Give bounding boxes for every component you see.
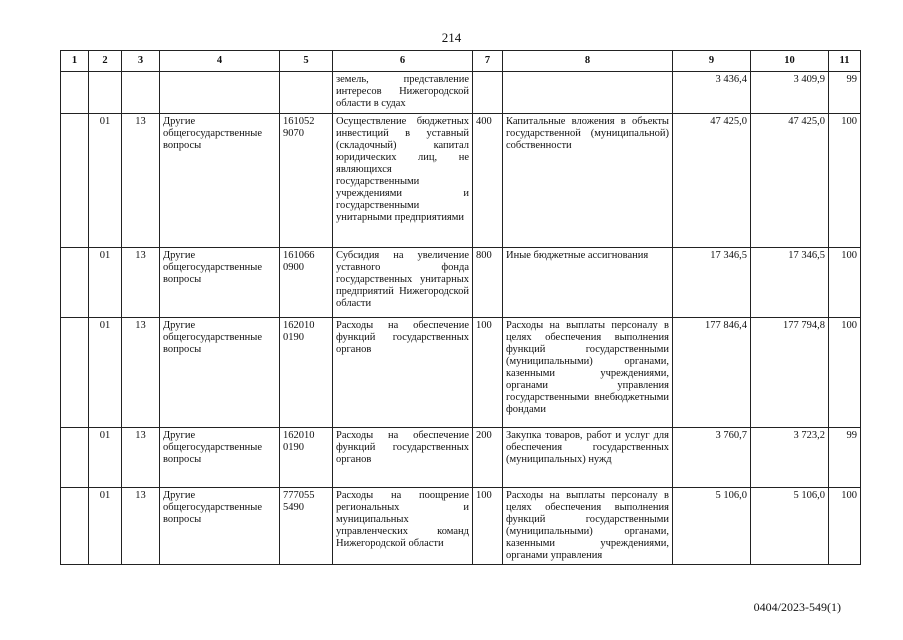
expense-type-code-cell: 400 bbox=[473, 114, 503, 248]
target-article-name-cell: Осуществление бюджетных инвестиций в уставный (складочный) капитал юридических лиц, не являющихся государственными учреждениями и государственными унитарными предприятиями bbox=[333, 114, 473, 248]
expense-type-name-cell: Капитальные вложения в объекты государственной (муниципальной) собственности bbox=[503, 114, 673, 248]
budget-table bbox=[60, 50, 861, 565]
expense-type-name-cell bbox=[503, 72, 673, 114]
planned-amount-cell: 47 425,0 bbox=[673, 114, 751, 248]
table-row bbox=[61, 428, 861, 488]
row-number-cell bbox=[61, 72, 89, 114]
header-cell: 8 bbox=[503, 51, 673, 72]
subsection-code-cell: 13 bbox=[122, 248, 160, 318]
section-code-cell: 01 bbox=[89, 248, 122, 318]
table-row bbox=[61, 488, 861, 565]
document-code: 0404/2023-549(1) bbox=[753, 600, 841, 614]
percent-cell: 99 bbox=[829, 428, 861, 488]
subsection-code-cell: 13 bbox=[122, 114, 160, 248]
section-name-cell: Другие общегосударственные вопросы bbox=[160, 318, 280, 428]
subsection-code-cell: 13 bbox=[122, 428, 160, 488]
expense-type-name-cell: Иные бюджетные ассигнования bbox=[503, 248, 673, 318]
section-code-cell: 01 bbox=[89, 428, 122, 488]
target-article-cell: 161052 9070 bbox=[280, 114, 333, 248]
header-cell: 6 bbox=[333, 51, 473, 72]
actual-amount-cell: 177 794,8 bbox=[751, 318, 829, 428]
target-article-name-cell: Расходы на поощрение региональных и муниципальных управленческих команд Нижегородской области bbox=[333, 488, 473, 565]
planned-amount-cell: 177 846,4 bbox=[673, 318, 751, 428]
header-cell: 11 bbox=[829, 51, 861, 72]
row-number-cell bbox=[61, 488, 89, 565]
subsection-code-cell: 13 bbox=[122, 318, 160, 428]
percent-cell: 100 bbox=[829, 114, 861, 248]
section-name-cell: Другие общегосударственные вопросы bbox=[160, 248, 280, 318]
header-cell: 10 bbox=[751, 51, 829, 72]
percent-cell: 100 bbox=[829, 488, 861, 565]
target-article-name-cell: Расходы на обеспечение функций государственных органов bbox=[333, 428, 473, 488]
header-cell: 4 bbox=[160, 51, 280, 72]
expense-type-name-cell: Расходы на выплаты персоналу в целях обеспечения выполнения функций государственными (муниципальными) органами, казенными учреждениями, органами управления bbox=[503, 488, 673, 565]
header-cell: 2 bbox=[89, 51, 122, 72]
table-row bbox=[61, 318, 861, 428]
header-cell: 3 bbox=[122, 51, 160, 72]
header-row bbox=[61, 51, 861, 72]
percent-cell: 100 bbox=[829, 248, 861, 318]
target-article-cell bbox=[280, 72, 333, 114]
header-cell: 9 bbox=[673, 51, 751, 72]
section-name-cell: Другие общегосударственные вопросы bbox=[160, 488, 280, 565]
section-name-cell: Другие общегосударственные вопросы bbox=[160, 114, 280, 248]
target-article-cell: 777055 5490 bbox=[280, 488, 333, 565]
actual-amount-cell: 3 723,2 bbox=[751, 428, 829, 488]
percent-cell: 99 bbox=[829, 72, 861, 114]
expense-type-code-cell bbox=[473, 72, 503, 114]
row-number-cell bbox=[61, 428, 89, 488]
section-name-cell: Другие общегосударственные вопросы bbox=[160, 428, 280, 488]
target-article-cell: 161066 0900 bbox=[280, 248, 333, 318]
header-cell: 7 bbox=[473, 51, 503, 72]
row-number-cell bbox=[61, 114, 89, 248]
actual-amount-cell: 5 106,0 bbox=[751, 488, 829, 565]
expense-type-code-cell: 800 bbox=[473, 248, 503, 318]
target-article-name-cell: Расходы на обеспечение функций государственных органов bbox=[333, 318, 473, 428]
target-article-name-cell: Субсидия на увеличение уставного фонда государственных унитарных предприятий Нижегородской области bbox=[333, 248, 473, 318]
table-row bbox=[61, 248, 861, 318]
table-row bbox=[61, 72, 861, 114]
table-row bbox=[61, 114, 861, 248]
actual-amount-cell: 3 409,9 bbox=[751, 72, 829, 114]
actual-amount-cell: 17 346,5 bbox=[751, 248, 829, 318]
row-number-cell bbox=[61, 248, 89, 318]
section-code-cell: 01 bbox=[89, 488, 122, 565]
actual-amount-cell: 47 425,0 bbox=[751, 114, 829, 248]
percent-cell: 100 bbox=[829, 318, 861, 428]
subsection-code-cell bbox=[122, 72, 160, 114]
row-number-cell bbox=[61, 318, 89, 428]
planned-amount-cell: 5 106,0 bbox=[673, 488, 751, 565]
planned-amount-cell: 3 436,4 bbox=[673, 72, 751, 114]
planned-amount-cell: 3 760,7 bbox=[673, 428, 751, 488]
target-article-cell: 162010 0190 bbox=[280, 428, 333, 488]
subsection-code-cell: 13 bbox=[122, 488, 160, 565]
target-article-cell: 162010 0190 bbox=[280, 318, 333, 428]
section-code-cell bbox=[89, 72, 122, 114]
section-code-cell: 01 bbox=[89, 114, 122, 248]
header-cell: 5 bbox=[280, 51, 333, 72]
expense-type-name-cell: Расходы на выплаты персоналу в целях обеспечения выполнения функций государственными (муниципальными) органами, казенными учреждениями, органами управления государственными внебюджетными фондами bbox=[503, 318, 673, 428]
page-number: 214 bbox=[441, 30, 462, 45]
expense-type-code-cell: 100 bbox=[473, 318, 503, 428]
expense-type-code-cell: 200 bbox=[473, 428, 503, 488]
section-code-cell: 01 bbox=[89, 318, 122, 428]
planned-amount-cell: 17 346,5 bbox=[673, 248, 751, 318]
header-cell: 1 bbox=[61, 51, 89, 72]
expense-type-name-cell: Закупка товаров, работ и услуг для обеспечения государственных (муниципальных) нужд bbox=[503, 428, 673, 488]
target-article-name-cell: земель, представление интересов Нижегородской области в судах bbox=[333, 72, 473, 114]
expense-type-code-cell: 100 bbox=[473, 488, 503, 565]
section-name-cell bbox=[160, 72, 280, 114]
